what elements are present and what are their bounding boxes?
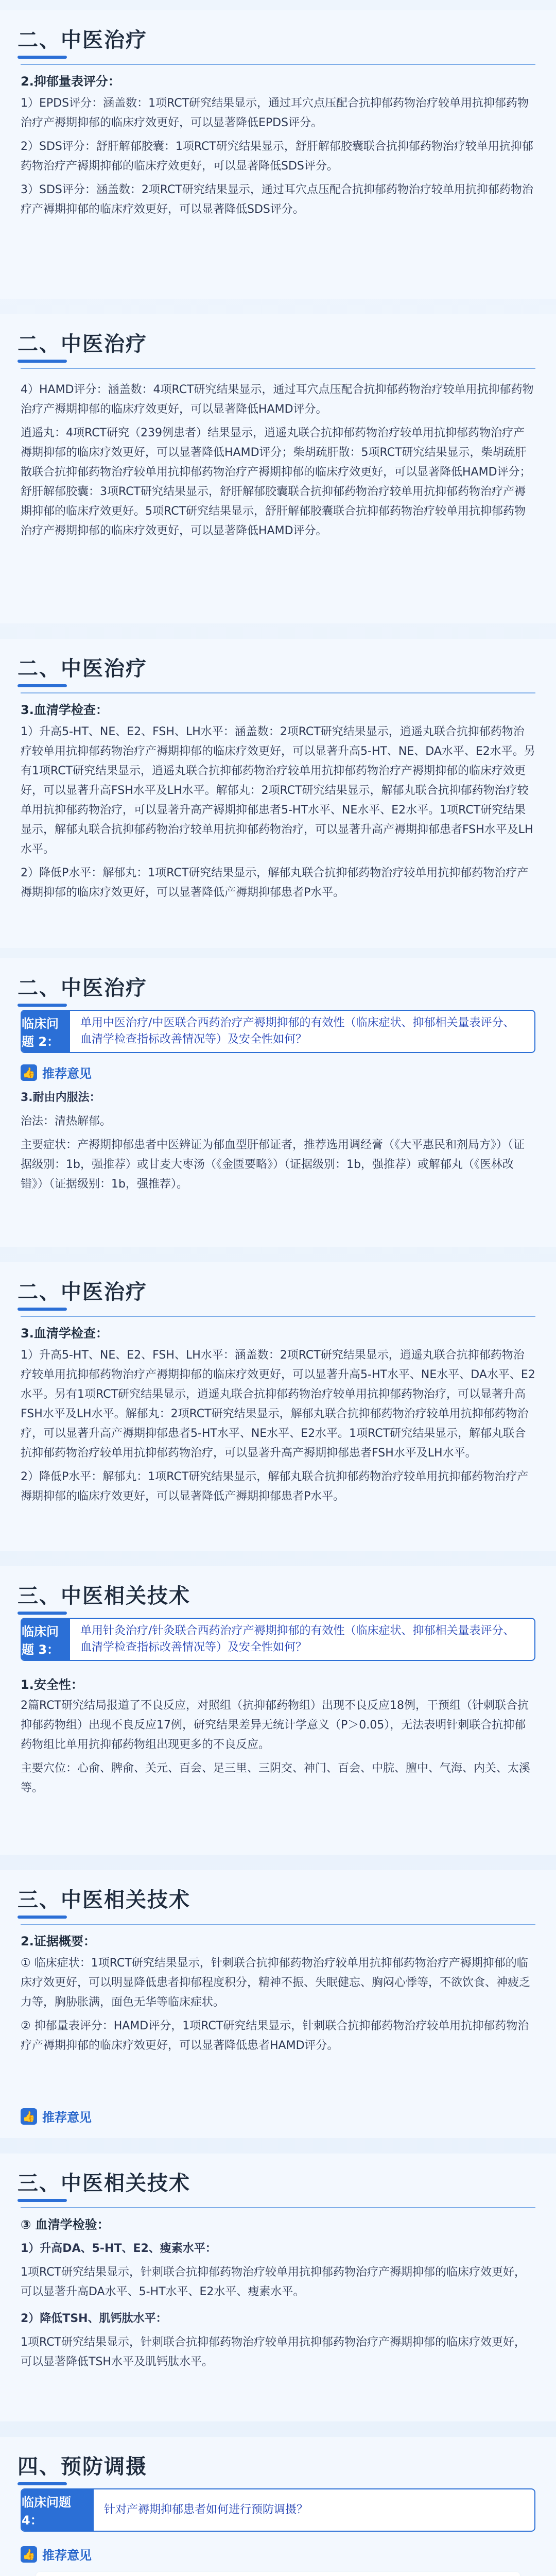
subheading: 2.证据概要： xyxy=(21,1934,96,1948)
slide-8 xyxy=(0,2154,556,2421)
section-title: 二、中医治疗 xyxy=(18,332,147,356)
paragraph: 1项RCT研究结果显示，针刺联合抗抑郁药物治疗较单用抗抑郁药物治疗产褥期抑郁的临床疗效更好，可以显著升高DA水平、5-HT水平、E2水平、瘦素水平。 xyxy=(21,2266,526,2298)
section-header xyxy=(18,972,147,1001)
body-text xyxy=(21,94,535,224)
recommendation-header xyxy=(21,2107,92,2125)
section-header xyxy=(18,2450,147,2480)
paragraph: 1）EPDS评分：涵盖数：1项RCT研究结果显示，通过耳穴点压配合抗抑郁药物治疗较单用抗抑郁药物治疗产褥期抑郁的临床疗效更好，可以显著降低EPDS评分。 xyxy=(21,97,529,129)
subheading: 2.抑郁量表评分： xyxy=(21,74,120,89)
recommendation-card xyxy=(36,2572,520,2576)
section-header xyxy=(18,1276,147,1305)
recommendation-label: 推荐意见 xyxy=(42,1066,92,1081)
slide-6 xyxy=(0,1566,556,1855)
item-text: 治法：清热解郁。 xyxy=(21,1115,112,1128)
item-heading: 3.耐由内服法： xyxy=(21,1091,101,1104)
paragraph: ① 临床症状：1项RCT研究结果显示，针刺联合抗抑郁药物治疗较单用抗抑郁药物治疗产褥期抑郁的临床疗效更好，可以明显降低患者抑郁程度积分，精神不振、失眠健忘、胸闷心悸等，不欲饮食、神疲乏力等，胸胁胀满，面色无华等临床症状。 xyxy=(21,1957,531,2009)
clinical-question-box xyxy=(21,2488,535,2532)
question-label: 临床问题 4： xyxy=(22,2489,94,2531)
section-title: 三、中医相关技术 xyxy=(18,1584,190,1608)
paragraph: 3）SDS评分：涵盖数：2项RCT研究结果显示，通过耳穴点压配合抗抑郁药物治疗较单用抗抑郁药物治疗产褥期抑郁的临床疗效更好，可以显著降低SDS评分。 xyxy=(21,183,533,216)
paragraph: 主要穴位：心俞、脾俞、关元、百会、足三里、三阴交、神门、百会、中脘、膻中、气海、内关、太溪等。 xyxy=(21,1762,531,1794)
paragraph: 2篇RCT研究结局报道了不良反应，对照组（抗抑郁药物组）出现不良反应18例，干预组（针刺联合抗抑郁药物组）出现不良反应17例，研究结果差异无统计学意义（P＞0.05），无法表明针刺联合抗抑郁药物组比单用抗抑郁药物组出现更多的不良反应。 xyxy=(21,1699,529,1751)
section-title: 二、中医治疗 xyxy=(18,28,147,52)
slide-3 xyxy=(0,639,556,948)
paragraph: 1）升高5-HT、NE、E2、FSH、LH水平：涵盖数：2项RCT研究结果显示，逍遥丸联合抗抑郁药物治疗较单用抗抑郁药物治疗产褥期抑郁的临床疗效更好，可以显著升高5-HT、NE、DA水平、E2水平。另有1项RCT研究结果显示，逍遥丸联合抗抑郁药物治疗较单用抗抑郁药物治疗产褥期抑郁的临床疗效更好，可以显著升高FSH水平及LH水平。解郁丸：2项RCT研究结果显示，解郁丸联合抗抑郁药物治疗较单用抗抑郁药物治疗，可以显著升高产褥期抑郁患者5-HT水平、NE水平、E2水平。1项RCT研究结果显示，解郁丸联合抗抑郁药物治疗较单用抗抑郁药物治疗，可以显著升高产褥期抑郁患者FSH水平及LH水平。 xyxy=(21,725,535,856)
paragraph: ② 抑郁量表评分：HAMD评分，1项RCT研究结果显示，针刺联合抗抑郁药物治疗较单用抗抑郁药物治疗产褥期抑郁的临床疗效更好，可以显著降低患者HAMD评分。 xyxy=(21,2020,529,2052)
question-label: 临床问题 2： xyxy=(22,1011,70,1052)
body-text xyxy=(21,722,535,907)
recommendation-label: 推荐意见 xyxy=(42,2110,92,2125)
section-title: 三、中医相关技术 xyxy=(18,2172,190,2195)
section-header xyxy=(18,328,147,357)
section-title: 二、中医治疗 xyxy=(18,657,147,681)
section-title: 三、中医相关技术 xyxy=(18,1888,190,1912)
section-title: 二、中医治疗 xyxy=(18,1280,147,1304)
question-text: 单用中医治疗/中医联合西药治疗产褥期抑郁的有效性（临床症状、抑郁相关量表评分、血清学检查指标改善情况等）及安全性如何？ xyxy=(80,1016,515,1046)
question-label: 临床问题 3： xyxy=(22,1619,70,1660)
body-text xyxy=(21,1088,535,1198)
section-header xyxy=(18,652,147,682)
paragraph: 2）降低P水平：解郁丸：1项RCT研究结果显示，解郁丸联合抗抑郁药物治疗较单用抗抑郁药物治疗产褥期抑郁的临床疗效更好，可以显著降低产褥期抑郁患者P水平。 xyxy=(21,867,529,899)
question-text: 针对产褥期抑郁患者如何进行预防调摄？ xyxy=(104,2503,308,2516)
slide-2 xyxy=(0,314,556,623)
body-text xyxy=(21,380,535,545)
item-heading: 2）降低TSH、肌钙肽水平： xyxy=(21,2312,167,2325)
body-text xyxy=(21,1696,535,1802)
recommendation-header xyxy=(21,2545,92,2563)
body-text xyxy=(21,1954,535,2060)
slide-5 xyxy=(0,1262,556,1551)
paragraph: 2）降低P水平：解郁丸：1项RCT研究结果显示，解郁丸联合抗抑郁药物治疗较单用抗抑郁药物治疗产褥期抑郁的临床疗效更好，可以显著降低产褥期抑郁患者P水平。 xyxy=(21,1470,529,1503)
paragraph: 1）升高5-HT、NE、E2、FSH、LH水平：涵盖数：2项RCT研究结果显示，逍遥丸联合抗抑郁药物治疗较单用抗抑郁药物治疗产褥期抑郁的临床疗效更好，可以显著升高5-HT水平、NE水平、DA水平、E2水平。另有1项RCT研究结果显示，逍遥丸联合抗抑郁药物治疗较单用抗抑郁药物治疗，可以显著升高FSH水平及LH水平。解郁丸：2项RCT研究结果显示，解郁丸联合抗抑郁药物治疗较单用抗抑郁药物治疗，可以显著升高产褥期抑郁患者5-HT水平、NE水平、E2水平。1项RCT研究结果显示，解郁丸联合抗抑郁药物治疗较单用抗抑郁药物治疗，可以显著升高产褥期抑郁患者FSH水平及LH水平。 xyxy=(21,1349,535,1460)
section-title: 二、中医治疗 xyxy=(18,976,147,1000)
recommendation-header xyxy=(21,1063,92,1081)
section-header xyxy=(18,2167,190,2196)
paragraph: 1项RCT研究结果显示，针刺联合抗抑郁药物治疗较单用抗抑郁药物治疗产褥期抑郁的临床疗效更好，可以显著降低TSH水平及肌钙肽水平。 xyxy=(21,2336,526,2368)
paragraph: 4）HAMD评分：涵盖数：4项RCT研究结果显示，通过耳穴点压配合抗抑郁药物治疗较单用抗抑郁药物治疗产褥期抑郁的临床疗效更好，可以显著降低HAMD评分。 xyxy=(21,383,534,416)
slide-4 xyxy=(0,958,556,1247)
thumbs-up-icon: 👍 xyxy=(21,2108,37,2125)
section-header xyxy=(18,24,147,53)
clinical-question-box xyxy=(21,1010,535,1053)
paragraph: 主要症状：产褥期抑郁患者中医辨证为郁血型肝郁证者，推荐选用调经膏（《大平惠民和剂局方》）（证据级别：1b，强推荐）或甘麦大枣汤（《金匮要略》）（证据级别：1b，强推荐）或解郁丸（《医林改错》）（证据级别：1b，强推荐）。 xyxy=(21,1139,525,1191)
body-text xyxy=(21,2239,535,2376)
clinical-question-box xyxy=(21,1618,535,1661)
section-header xyxy=(18,1580,190,1609)
thumbs-up-icon: 👍 xyxy=(21,1064,37,1081)
subheading: 3.血清学检查： xyxy=(21,703,108,717)
item-heading: 1）升高DA、5-HT、E2、瘦素水平： xyxy=(21,2242,217,2255)
section-title: 四、预防调摄 xyxy=(18,2455,147,2479)
paragraph: 逍遥丸：4项RCT研究（239例患者）结果显示，逍遥丸联合抗抑郁药物治疗较单用抗抑郁药物治疗产褥期抑郁的临床疗效更好，可以显著降低HAMD评分；柴胡疏肝散：5项RCT研究结果显示，柴胡疏肝散联合抗抑郁药物治疗较单用抗抑郁药物治疗产褥期抑郁的临床疗效更好，可以显著降低HAMD评分；舒肝解郁胶囊：3项RCT研究结果显示，舒肝解郁胶囊联合抗抑郁药物治疗较单用抗抑郁药物治疗产褥期抑郁的临床疗效更好。5项RCT研究结果显示，舒肝解郁胶囊联合抗抑郁药物治疗较单用抗抑郁药物治疗产褥期抑郁的临床疗效更好，可以显著降低HAMD评分。 xyxy=(21,427,531,537)
recommendation-label: 推荐意见 xyxy=(42,2548,92,2563)
thumbs-up-icon: 👍 xyxy=(21,2546,37,2563)
subheading: 3.血清学检查： xyxy=(21,1326,108,1341)
slide-9 xyxy=(0,2437,556,2576)
slide-1 xyxy=(0,10,556,299)
question-text: 单用针灸治疗/针灸联合西药治疗产褥期抑郁的有效性（临床症状、抑郁相关量表评分、血清学检查指标改善情况等）及安全性如何？ xyxy=(80,1624,515,1654)
paragraph: 2）SDS评分：舒肝解郁胶囊：1项RCT研究结果显示，舒肝解郁胶囊联合抗抑郁药物治疗较单用抗抑郁药物治疗产褥期抑郁的临床疗效更好，可以显著降低SDS评分。 xyxy=(21,140,533,173)
section-header xyxy=(18,1884,190,1913)
body-text xyxy=(21,1346,535,1511)
slide-7 xyxy=(0,1870,556,2138)
subheading: 1.安全性： xyxy=(21,1677,83,1692)
subheading: ③ 血清学检验： xyxy=(21,2217,110,2232)
